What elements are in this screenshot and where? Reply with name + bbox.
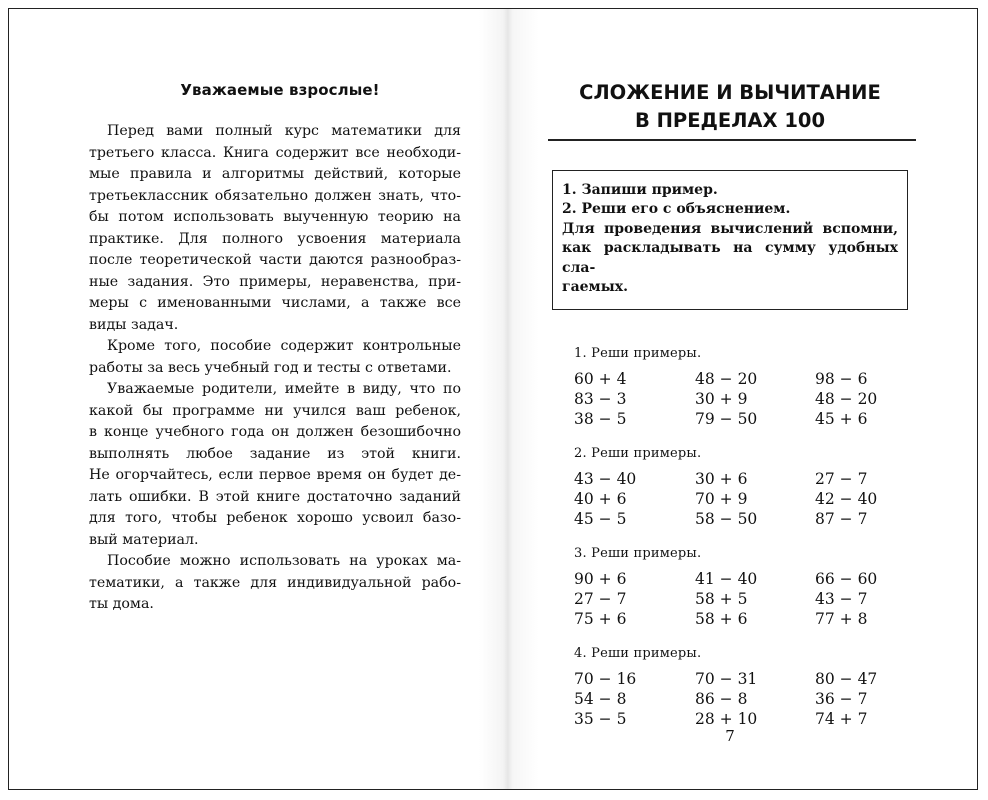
text-line: Кроме того, пособие содержит контрольные	[107, 338, 461, 354]
example: 48 − 20	[815, 389, 878, 408]
exercise-row	[574, 469, 916, 489]
exercise-title: 3. Реши примеры.	[574, 545, 702, 561]
right-page	[544, 79, 916, 746]
example: 80 − 47	[815, 669, 878, 688]
chapter-title	[544, 79, 916, 137]
text-line: третьего класса. Книга содержит все необходи-	[89, 144, 461, 161]
left-page	[89, 81, 461, 616]
text-line: ты дома.	[89, 596, 154, 612]
instruction-line: 2. Реши его с объяснением.	[562, 201, 791, 217]
exercise-row	[574, 609, 916, 629]
text-line: тематики, а также для индивидуальной рабо-	[89, 574, 461, 591]
text-line: бы потом использовать выученную теорию на	[89, 209, 461, 225]
example: 35 − 5	[574, 709, 627, 728]
example: 27 − 7	[815, 469, 868, 488]
example: 58 + 5	[695, 589, 748, 608]
instruction-box	[552, 170, 908, 310]
exercise-row	[574, 589, 916, 609]
example: 43 − 40	[574, 469, 637, 488]
exercise-row	[574, 709, 916, 729]
left-page-heading: Уважаемые взрослые!	[180, 81, 380, 99]
example: 28 + 10	[695, 709, 758, 728]
text-line: Пособие можно использовать на уроках ма-	[107, 553, 461, 569]
text-line: Перед вами полный курс математики для	[107, 123, 461, 139]
text-line: для того, чтобы ребенок хорошо усвоил базо-	[89, 510, 461, 526]
exercise-title: 1. Реши примеры.	[574, 345, 702, 361]
exercise-title: 4. Реши примеры.	[574, 645, 702, 661]
example: 79 − 50	[695, 409, 758, 428]
text-line: в конце учебного года он должен безошибочно	[89, 424, 461, 440]
exercise-row	[574, 689, 916, 709]
exercise-4	[574, 646, 916, 729]
text-line: Не огорчайтесь, если первое время он будет де-	[89, 467, 461, 483]
example: 54 − 8	[574, 689, 627, 708]
paragraph-intro	[89, 121, 461, 336]
paragraph-tests	[89, 336, 461, 379]
text-line: меры с именованными числами, а также все	[89, 295, 461, 311]
chapter-title-line: В ПРЕДЕЛАХ 100	[634, 109, 826, 132]
text-line: ные задания. Это примеры, неравенства, при-	[89, 273, 461, 290]
example: 36 − 7	[815, 689, 868, 708]
example: 77 + 8	[815, 609, 868, 628]
example: 75 + 6	[574, 609, 627, 628]
example: 70 + 9	[695, 489, 748, 508]
exercise-row	[574, 569, 916, 589]
instruction-line: Для проведения вычислений вспомни,	[562, 220, 898, 237]
title-divider	[548, 139, 916, 141]
exercise-row	[574, 389, 916, 409]
paragraph-usage	[89, 551, 461, 616]
example: 86 − 8	[695, 689, 748, 708]
example: 74 + 7	[815, 709, 868, 728]
exercise-row	[574, 489, 916, 509]
text-line: третьеклассник обязательно должен знать, что-	[89, 187, 461, 204]
example: 83 − 3	[574, 389, 627, 408]
example: 66 − 60	[815, 569, 878, 588]
example: 70 − 16	[574, 669, 637, 688]
example: 41 − 40	[695, 569, 758, 588]
example: 43 − 7	[815, 589, 868, 608]
book-gutter	[479, 9, 539, 789]
example: 60 + 4	[574, 369, 627, 388]
exercise-1	[574, 346, 916, 429]
text-line: работы за весь учебный год и тесты с ответами.	[89, 359, 452, 376]
text-line: после теоретической части даются разнообраз-	[89, 252, 461, 268]
example: 58 − 50	[695, 509, 758, 528]
text-line: Уважаемые родители, имейте в виду, что по	[107, 381, 461, 397]
example: 98 − 6	[815, 369, 868, 388]
example: 87 − 7	[815, 509, 868, 528]
example: 48 − 20	[695, 369, 758, 388]
text-line: виды задач.	[89, 316, 179, 333]
text-line: практике. Для полного усвоения материала	[89, 230, 461, 247]
text-line: какой бы программе ни учился ваш ребенок,	[89, 402, 461, 419]
example: 42 − 40	[815, 489, 878, 508]
instruction-line: 1. Запиши пример.	[562, 181, 718, 198]
text-line: вый материал.	[89, 531, 199, 548]
instruction-line: как раскладывать на сумму удобных сла-	[562, 240, 898, 276]
book-spread	[8, 8, 978, 790]
example: 27 − 7	[574, 589, 627, 608]
example: 90 + 6	[574, 569, 627, 588]
instruction-line: гаемых.	[562, 279, 628, 295]
text-line: лать ошибки. В этой книге достаточно заданий	[89, 488, 461, 505]
exercise-title: 2. Реши примеры.	[574, 445, 702, 461]
text-line: мые правила и алгоритмы действий, которые	[89, 166, 461, 182]
chapter-title-line: СЛОЖЕНИЕ И ВЫЧИТАНИЕ	[579, 81, 881, 104]
exercise-3	[574, 546, 916, 629]
example: 58 + 6	[695, 609, 748, 628]
exercises-list	[574, 346, 916, 729]
exercise-row	[574, 409, 916, 429]
example: 30 + 6	[695, 469, 748, 488]
exercise-row	[574, 509, 916, 529]
example: 38 − 5	[574, 409, 627, 428]
exercise-row	[574, 369, 916, 389]
paragraph-parents	[89, 379, 461, 551]
example: 45 + 6	[815, 409, 868, 428]
text-line: выполнять любое задание из этой книги.	[89, 445, 461, 462]
example: 40 + 6	[574, 489, 627, 508]
example: 30 + 9	[695, 389, 748, 408]
example: 45 − 5	[574, 509, 627, 528]
exercise-2	[574, 446, 916, 529]
example: 70 − 31	[695, 669, 758, 688]
exercise-row	[574, 669, 916, 689]
page-number: 7	[725, 727, 735, 745]
